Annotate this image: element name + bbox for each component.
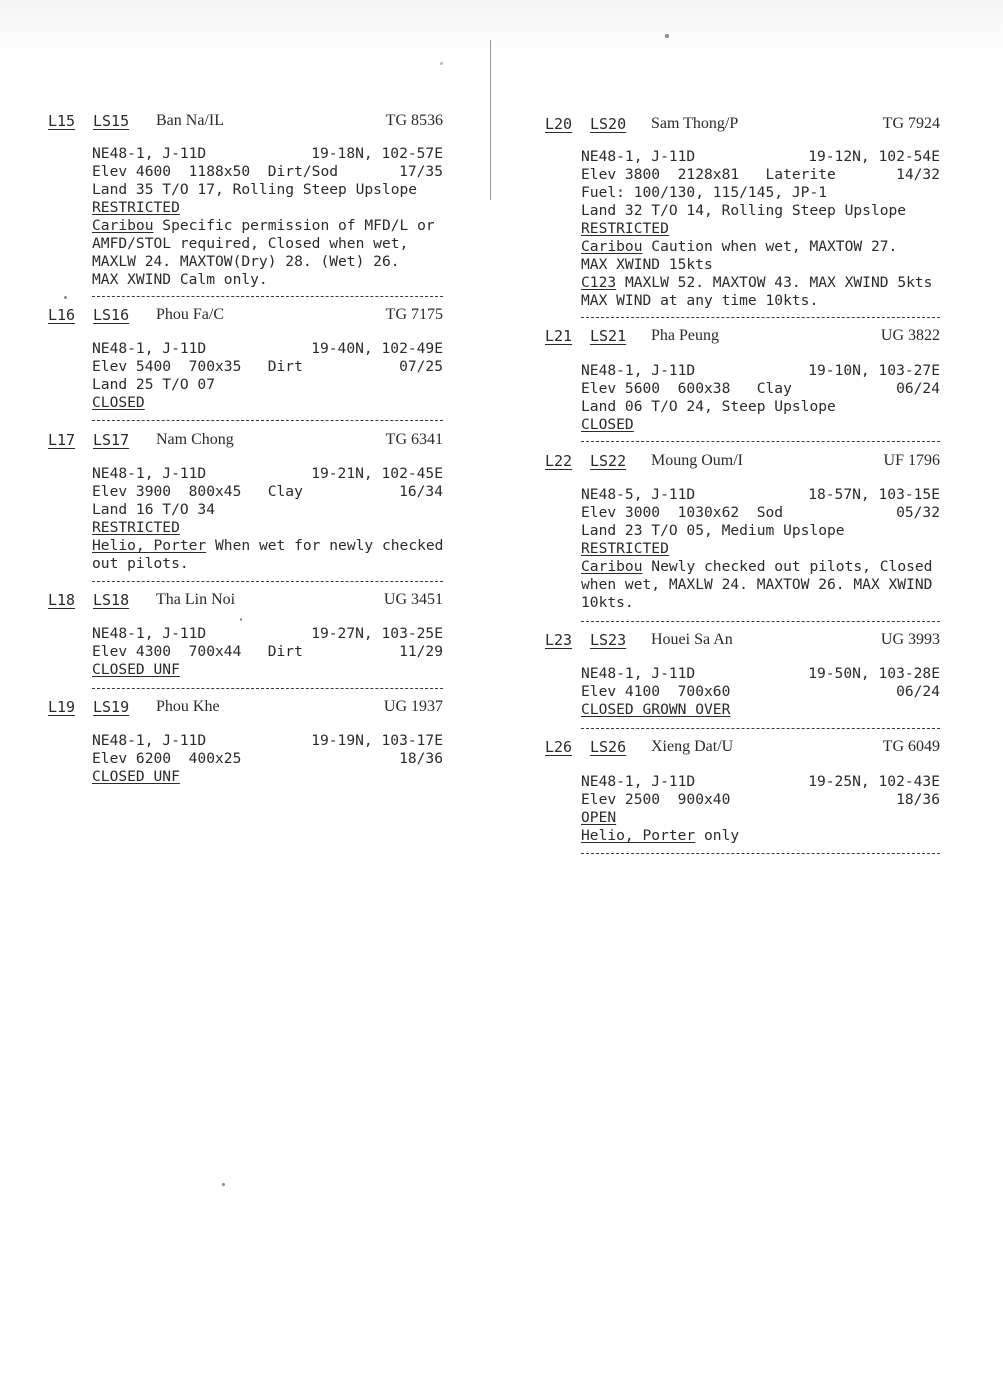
- entry-line: [581, 594, 940, 612]
- grid-reference: UF 1796: [883, 452, 940, 469]
- line-value-right: 14/32: [896, 166, 940, 183]
- line-text: MAXLW 52. MAXTOW 43. MAX XWIND 5kts: [616, 274, 933, 291]
- line-value-right: 19-19N, 103-17E: [311, 732, 443, 749]
- line-text: Land 35 T/O 17, Rolling Steep Upslope: [92, 181, 418, 198]
- line-value-right: 19-12N, 102-54E: [808, 148, 940, 165]
- entry-line: [581, 486, 940, 504]
- entry-line: [581, 827, 940, 845]
- aircraft-type: Caribou: [581, 558, 643, 575]
- site-id: LS16: [93, 306, 130, 324]
- entry-line: [92, 625, 443, 643]
- line-value-right: 19-21N, 102-45E: [311, 465, 443, 482]
- landing-id: L18: [48, 591, 76, 609]
- entry-line: [581, 665, 940, 683]
- dashed-separator: [92, 688, 443, 689]
- site-name: Phou Khe: [156, 698, 220, 715]
- entry-line: [92, 181, 443, 199]
- entry-line: [92, 163, 443, 181]
- landing-id: L26: [545, 738, 573, 756]
- aircraft-type: Helio, Porter: [92, 537, 207, 554]
- speck: [222, 1183, 225, 1186]
- entry-line: [92, 661, 443, 679]
- entry-body: [581, 148, 940, 310]
- line-value-right: 18-57N, 103-15E: [808, 486, 940, 503]
- site-name: Pha Peung: [651, 327, 719, 344]
- aircraft-type: Caribou: [581, 238, 643, 255]
- line-text: Elev 6200 400x25: [92, 750, 242, 767]
- entry-line: [92, 537, 443, 555]
- site-id: LS18: [93, 591, 130, 609]
- landing-id: L22: [545, 452, 573, 470]
- line-text: Elev 5400 700x35 Dirt: [92, 358, 303, 375]
- entry-line: [92, 732, 443, 750]
- dashed-separator: [92, 296, 443, 297]
- entry-header: [545, 738, 940, 760]
- entry-line: [581, 166, 940, 184]
- dashed-separator: [581, 728, 940, 729]
- line-text: NE48-1, J-11D: [581, 148, 696, 165]
- line-value-right: 19-50N, 103-28E: [808, 665, 940, 682]
- entry-line: [581, 398, 940, 416]
- dashed-separator: [92, 581, 443, 582]
- entry-line: [92, 465, 443, 483]
- entry-line: [581, 416, 940, 434]
- line-value-right: 17/35: [399, 163, 443, 180]
- line-text: NE48-5, J-11D: [581, 486, 696, 503]
- status-text: CLOSED UNF: [92, 661, 180, 678]
- grid-reference: TG 7924: [882, 115, 940, 132]
- grid-reference: UG 3822: [880, 327, 940, 344]
- status-text: RESTRICTED: [92, 519, 180, 536]
- entry-line: [581, 256, 940, 274]
- entry-line: [581, 701, 940, 719]
- entry-line: [92, 483, 443, 501]
- grid-reference: UG 1937: [383, 698, 443, 715]
- landing-id: L20: [545, 115, 573, 133]
- site-id: LS22: [590, 452, 627, 470]
- entry-header: [48, 698, 443, 720]
- line-text: NE48-1, J-11D: [581, 773, 696, 790]
- line-text: Land 25 T/O 07: [92, 376, 216, 393]
- site-name: Sam Thong/P: [651, 115, 739, 132]
- aircraft-type: C123: [581, 274, 617, 291]
- line-value-right: 18/36: [399, 750, 443, 767]
- line-text: When wet for newly checked: [206, 537, 444, 554]
- entry-body: [92, 340, 443, 412]
- site-name: Ban Na/IL: [156, 112, 224, 129]
- line-text: 10kts.: [581, 594, 634, 611]
- page-fold-line: [490, 40, 491, 200]
- line-text: NE48-1, J-11D: [92, 732, 207, 749]
- line-text: MAX XWIND 15kts: [581, 256, 713, 273]
- entry-line: [92, 768, 443, 786]
- entry-line: [92, 145, 443, 163]
- entry-line: [92, 750, 443, 768]
- grid-reference: UG 3451: [383, 591, 443, 608]
- entry-line: [581, 773, 940, 791]
- line-text: Land 16 T/O 34: [92, 501, 216, 518]
- entry-line: [581, 683, 940, 701]
- status-text: RESTRICTED: [581, 220, 669, 237]
- entry-line: [581, 220, 940, 238]
- entry-line: [581, 184, 940, 202]
- entry-line: [581, 274, 940, 292]
- entry-header: [48, 306, 443, 328]
- dashed-separator: [581, 621, 940, 622]
- grid-reference: TG 8536: [385, 112, 443, 129]
- entry-header: [545, 327, 940, 349]
- line-text: NE48-1, J-11D: [92, 625, 207, 642]
- landing-id: L23: [545, 631, 573, 649]
- landing-id: L15: [48, 112, 76, 130]
- entry-line: [92, 340, 443, 358]
- entry-line: [581, 148, 940, 166]
- entry-body: [581, 773, 940, 845]
- line-value-right: 07/25: [399, 358, 443, 375]
- site-id: LS15: [93, 112, 130, 130]
- site-name: Tha Lin Noi: [156, 591, 236, 608]
- status-text: CLOSED: [92, 394, 145, 411]
- landing-id: L17: [48, 431, 76, 449]
- line-text: out pilots.: [92, 555, 189, 572]
- entry-line: [581, 540, 940, 558]
- line-value-right: 18/36: [896, 791, 940, 808]
- line-text: NE48-1, J-11D: [92, 145, 207, 162]
- line-text: Elev 3000 1030x62 Sod: [581, 504, 784, 521]
- line-text: NE48-1, J-11D: [92, 340, 207, 357]
- entry-line: [92, 253, 443, 271]
- line-text: when wet, MAXLW 24. MAXTOW 26. MAX XWIND: [581, 576, 933, 593]
- entry-line: [92, 519, 443, 537]
- line-text: Elev 3900 800x45 Clay: [92, 483, 303, 500]
- status-text: CLOSED GROWN OVER: [581, 701, 731, 718]
- line-text: NE48-1, J-11D: [581, 362, 696, 379]
- line-text: Newly checked out pilots, Closed: [642, 558, 933, 575]
- speck: [64, 296, 67, 299]
- site-id: LS17: [93, 431, 130, 449]
- line-text: Caution when wet, MAXTOW 27.: [642, 238, 898, 255]
- dashed-separator: [581, 317, 940, 318]
- status-text: CLOSED UNF: [92, 768, 180, 785]
- entry-body: [581, 665, 940, 719]
- line-text: Elev 4600 1188x50 Dirt/Sod: [92, 163, 339, 180]
- line-value-right: 06/24: [896, 380, 940, 397]
- entry-body: [92, 732, 443, 786]
- line-text: NE48-1, J-11D: [581, 665, 696, 682]
- entry-line: [581, 809, 940, 827]
- entry-line: [92, 376, 443, 394]
- landing-id: L21: [545, 327, 573, 345]
- landing-id: L19: [48, 698, 76, 716]
- site-id: LS21: [590, 327, 627, 345]
- speck: [665, 34, 669, 38]
- entry-line: [92, 235, 443, 253]
- status-text: RESTRICTED: [581, 540, 669, 557]
- speck: [240, 618, 242, 621]
- line-text: MAX WIND at any time 10kts.: [581, 292, 819, 309]
- site-id: LS20: [590, 115, 627, 133]
- line-text: Elev 4100 700x60: [581, 683, 731, 700]
- dashed-separator: [581, 853, 940, 854]
- line-text: only: [695, 827, 740, 844]
- line-text: MAX XWIND Calm only.: [92, 271, 268, 288]
- entry-header: [545, 631, 940, 653]
- entry-line: [92, 394, 443, 412]
- page-top-shadow: [0, 0, 1003, 62]
- line-value-right: 19-25N, 102-43E: [808, 773, 940, 790]
- site-id: LS19: [93, 698, 130, 716]
- entry-body: [92, 145, 443, 289]
- status-text: RESTRICTED: [92, 199, 180, 216]
- speck: [440, 62, 443, 65]
- site-name: Phou Fa/C: [156, 306, 225, 323]
- dashed-separator: [92, 420, 443, 421]
- line-text: Land 23 T/O 05, Medium Upslope: [581, 522, 845, 539]
- entry-line: [581, 522, 940, 540]
- entry-body: [92, 625, 443, 679]
- entry-body: [581, 362, 940, 434]
- line-value-right: 19-18N, 102-57E: [311, 145, 443, 162]
- line-text: AMFD/STOL required, Closed when wet,: [92, 235, 409, 252]
- line-text: Specific permission of MFD/L or: [153, 217, 435, 234]
- line-text: Fuel: 100/130, 115/145, JP-1: [581, 184, 828, 201]
- site-id: LS26: [590, 738, 627, 756]
- line-text: Land 32 T/O 14, Rolling Steep Upslope: [581, 202, 907, 219]
- line-value-right: 11/29: [399, 643, 443, 660]
- entry-line: [92, 643, 443, 661]
- site-name: Houei Sa An: [651, 631, 733, 648]
- line-text: MAXLW 24. MAXTOW(Dry) 28. (Wet) 26.: [92, 253, 400, 270]
- entry-line: [92, 217, 443, 235]
- entry-header: [48, 112, 443, 134]
- line-value-right: 19-40N, 102-49E: [311, 340, 443, 357]
- line-text: Elev 5600 600x38 Clay: [581, 380, 792, 397]
- site-id: LS23: [590, 631, 627, 649]
- entry-line: [92, 501, 443, 519]
- entry-line: [92, 199, 443, 217]
- entry-header: [48, 431, 443, 453]
- status-text: CLOSED: [581, 416, 634, 433]
- entry-line: [581, 791, 940, 809]
- line-value-right: 06/24: [896, 683, 940, 700]
- entry-line: [581, 362, 940, 380]
- grid-reference: UG 3993: [880, 631, 940, 648]
- line-value-right: 16/34: [399, 483, 443, 500]
- line-text: Land 06 T/O 24, Steep Upslope: [581, 398, 836, 415]
- grid-reference: TG 6049: [882, 738, 940, 755]
- entry-body: [581, 486, 940, 612]
- dashed-separator: [581, 441, 940, 442]
- entry-line: [581, 380, 940, 398]
- entry-line: [92, 358, 443, 376]
- aircraft-type: Caribou: [92, 217, 154, 234]
- entry-header: [545, 452, 940, 474]
- entry-header: [545, 115, 940, 137]
- landing-id: L16: [48, 306, 76, 324]
- entry-line: [92, 271, 443, 289]
- line-value-right: 19-10N, 103-27E: [808, 362, 940, 379]
- entry-line: [581, 576, 940, 594]
- site-name: Nam Chong: [156, 431, 234, 448]
- entry-header: [48, 591, 443, 613]
- line-text: Elev 4300 700x44 Dirt: [92, 643, 303, 660]
- grid-reference: TG 6341: [385, 431, 443, 448]
- entry-line: [581, 558, 940, 576]
- line-text: Elev 2500 900x40: [581, 791, 731, 808]
- grid-reference: TG 7175: [385, 306, 443, 323]
- site-name: Xieng Dat/U: [651, 738, 734, 755]
- entry-line: [581, 292, 940, 310]
- entry-line: [581, 504, 940, 522]
- entry-line: [92, 555, 443, 573]
- line-text: NE48-1, J-11D: [92, 465, 207, 482]
- entry-body: [92, 465, 443, 573]
- line-value-right: 19-27N, 103-25E: [311, 625, 443, 642]
- entry-line: [581, 202, 940, 220]
- line-value-right: 05/32: [896, 504, 940, 521]
- status-text: OPEN: [581, 809, 617, 826]
- line-text: Elev 3800 2128x81 Laterite: [581, 166, 836, 183]
- site-name: Moung Oum/I: [651, 452, 743, 469]
- aircraft-type: Helio, Porter: [581, 827, 696, 844]
- entry-line: [581, 238, 940, 256]
